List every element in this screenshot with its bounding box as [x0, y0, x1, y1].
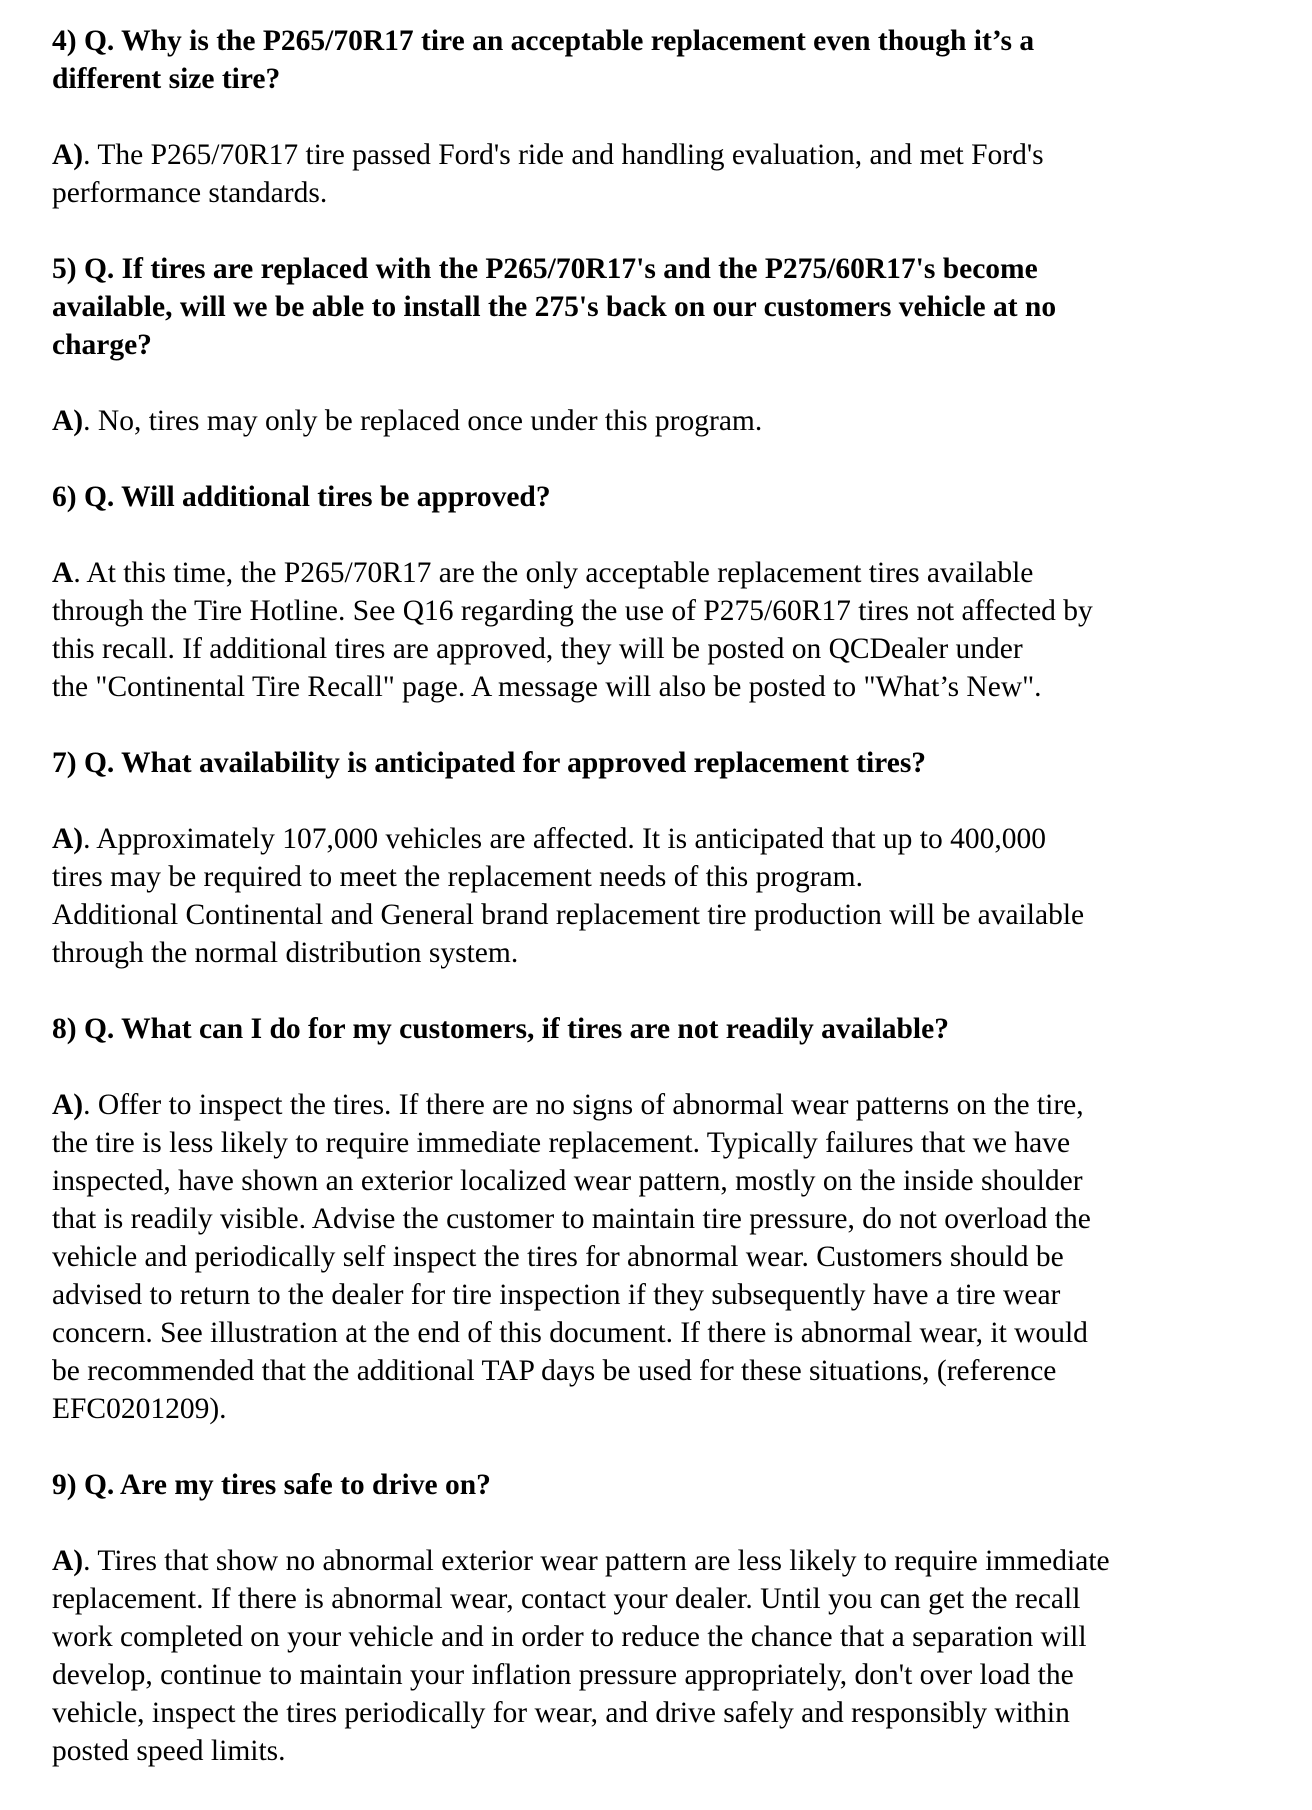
question-q6 [52, 478, 1282, 516]
question-line: 9) Q. Are my tires safe to drive on? [52, 1469, 491, 1501]
question-q5 [52, 250, 1282, 364]
answer-q5 [52, 402, 1282, 440]
faq-item-q6 [52, 478, 1282, 706]
question-q4 [52, 22, 1282, 98]
answer-line [52, 554, 1282, 592]
faq-item-q4 [52, 22, 1282, 212]
answer-prefix: A) [52, 1545, 84, 1577]
question-q7 [52, 744, 1282, 782]
question-line: charge? [52, 329, 152, 361]
question-line: 8) Q. What can I do for my customers, if tires are not readily available? [52, 1013, 949, 1045]
answer-q7 [52, 820, 1282, 972]
faq-item-q9 [52, 1466, 1282, 1770]
answer-line: this recall. If additional tires are approved, they will be posted on QCDealer under [52, 633, 1023, 665]
answer-line [52, 1542, 1282, 1580]
answer-prefix: A) [52, 405, 84, 437]
answer-prefix: A) [52, 139, 84, 171]
answer-line: that is readily visible. Advise the customer to maintain tire pressure, do not overload the [52, 1203, 1091, 1235]
answer-line: concern. See illustration at the end of this document. If there is abnormal wear, it would [52, 1317, 1088, 1349]
answer-text: . The P265/70R17 tire passed Ford's ride and handling evaluation, and met Ford's [83, 139, 1044, 171]
faq-item-q7 [52, 744, 1282, 972]
answer-line: posted speed limits. [52, 1735, 286, 1767]
answer-line: tires may be required to meet the replacement needs of this program. [52, 861, 863, 893]
answer-line: develop, continue to maintain your inflation pressure appropriately, don't over load the [52, 1659, 1074, 1691]
answer-line: the tire is less likely to require immediate replacement. Typically failures that we have [52, 1127, 1071, 1159]
answer-line: through the normal distribution system. [52, 937, 519, 969]
faq-item-q8 [52, 1010, 1282, 1428]
question-line: available, will we be able to install the 275's back on our customers vehicle at no [52, 291, 1057, 323]
document-page [52, 22, 1282, 1808]
question-line: 6) Q. Will additional tires be approved? [52, 481, 551, 513]
answer-text: . Approximately 107,000 vehicles are affected. It is anticipated that up to 400,000 [83, 823, 1046, 855]
question-q9 [52, 1466, 1282, 1504]
answer-line [52, 820, 1282, 858]
question-line: 7) Q. What availability is anticipated for approved replacement tires? [52, 747, 927, 779]
answer-line: the "Continental Tire Recall" page. A message will also be posted to "What’s New". [52, 671, 1042, 703]
answer-line: vehicle and periodically self inspect the tires for abnormal wear. Customers should be [52, 1241, 1064, 1273]
answer-prefix: A) [52, 1089, 84, 1121]
answer-line: EFC0201209). [52, 1393, 227, 1425]
answer-text: . Tires that show no abnormal exterior wear pattern are less likely to require immediate [83, 1545, 1110, 1577]
answer-line [52, 1086, 1282, 1124]
answer-prefix: A [52, 557, 74, 589]
answer-line: inspected, have shown an exterior localized wear pattern, mostly on the inside shoulder [52, 1165, 1083, 1197]
answer-line: through the Tire Hotline. See Q16 regarding the use of P275/60R17 tires not affected by [52, 595, 1093, 627]
answer-text: . Offer to inspect the tires. If there are no signs of abnormal wear patterns on the tire, [83, 1089, 1084, 1121]
answer-q4 [52, 136, 1282, 212]
answer-q9 [52, 1542, 1282, 1770]
question-line: 4) Q. Why is the P265/70R17 tire an acceptable replacement even though it’s a [52, 25, 1035, 57]
answer-prefix: A) [52, 823, 84, 855]
question-line: different size tire? [52, 63, 281, 95]
answer-q8 [52, 1086, 1282, 1428]
answer-line [52, 402, 1282, 440]
answer-line: advised to return to the dealer for tire inspection if they subsequently have a tire wear [52, 1279, 1061, 1311]
question-q8 [52, 1010, 1282, 1048]
answer-line: vehicle, inspect the tires periodically for wear, and drive safely and responsibly within [52, 1697, 1070, 1729]
answer-line: performance standards. [52, 177, 328, 209]
answer-line [52, 136, 1282, 174]
answer-line: replacement. If there is abnormal wear, contact your dealer. Until you can get the recall [52, 1583, 1081, 1615]
answer-line: Additional Continental and General brand replacement tire production will be available [52, 899, 1085, 931]
answer-line: work completed on your vehicle and in order to reduce the chance that a separation will [52, 1621, 1087, 1653]
question-line: 5) Q. If tires are replaced with the P265/70R17's and the P275/60R17's become [52, 253, 1038, 285]
answer-q6 [52, 554, 1282, 706]
answer-text: . At this time, the P265/70R17 are the only acceptable replacement tires available [73, 557, 1034, 589]
answer-line: be recommended that the additional TAP days be used for these situations, (reference [52, 1355, 1057, 1387]
answer-text: . No, tires may only be replaced once under this program. [83, 405, 763, 437]
faq-item-q5 [52, 250, 1282, 440]
